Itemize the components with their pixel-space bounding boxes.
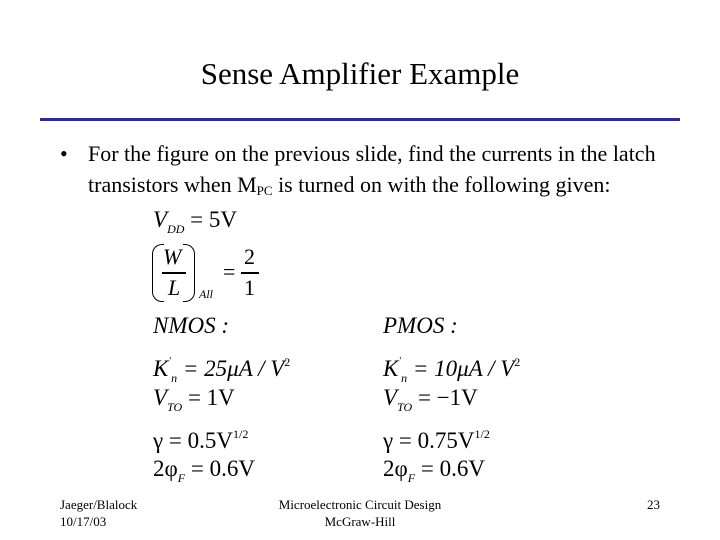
nmos-kn-exp: 2 <box>284 355 291 369</box>
pmos-gamma-equation <box>383 419 490 456</box>
footer-book-title: Microelectronic Circuit Design <box>278 497 442 512</box>
nmos-kn-var: K <box>153 356 169 381</box>
nmos-phi-equation <box>153 454 255 493</box>
bullet-text-part-1: For the figure on the previous slide, find the currents in the latch transistors when M <box>88 141 656 197</box>
vdd-equation <box>153 205 237 244</box>
nmos-gamma-equation <box>153 419 248 456</box>
wl-equals: = <box>223 259 236 284</box>
bullet-subscript: PC <box>256 183 273 198</box>
pmos-vto-var: V <box>383 385 398 410</box>
footer-date: 10/17/03 <box>60 514 107 529</box>
pmos-kn-value: = 10μA / V <box>407 356 515 381</box>
footer-author <box>60 496 137 530</box>
pmos-kn-sub: n <box>401 371 408 385</box>
nmos-kn-prime: ' <box>169 356 172 367</box>
pmos-gamma-exp: 1/2 <box>474 427 490 441</box>
slide-title: Sense Amplifier Example <box>200 56 520 91</box>
nmos-phi-prefix: 2φ <box>153 456 178 481</box>
vdd-sub: DD <box>167 222 185 236</box>
nmos-phi-value: = 0.6V <box>185 456 255 481</box>
pmos-kn-exp: 2 <box>514 355 521 369</box>
nmos-phi-sub: F <box>177 471 186 485</box>
wl-subscript: All <box>199 287 213 301</box>
pmos-vto-sub: TO <box>397 400 413 414</box>
bullet-text <box>88 138 678 206</box>
pmos-kn-prime: ' <box>399 356 402 367</box>
wl-numerator: W <box>163 244 182 269</box>
page-number: 23 <box>647 497 660 512</box>
nmos-vto-var: V <box>153 385 168 410</box>
nmos-kn-value: = 25μA / V <box>177 356 285 381</box>
bullet-marker: • <box>60 141 68 166</box>
ratio-numerator: 2 <box>244 244 255 269</box>
footer-author-name: Jaeger/Blalock <box>60 497 138 512</box>
footer-book <box>240 496 480 530</box>
pmos-heading: PMOS : <box>383 313 458 338</box>
pmos-phi-equation <box>383 454 485 493</box>
nmos-gamma-value: γ = 0.5V <box>153 428 233 453</box>
title-divider <box>40 118 680 121</box>
nmos-kn-sub: n <box>171 371 178 385</box>
nmos-vto-sub: TO <box>167 400 183 414</box>
nmos-heading: NMOS : <box>153 313 230 338</box>
vdd-value: = 5V <box>184 207 237 232</box>
pmos-vto-value: = −1V <box>412 385 478 410</box>
vdd-var: V <box>153 207 168 232</box>
pmos-gamma-value: γ = 0.75V <box>383 428 475 453</box>
ratio-denominator: 1 <box>244 275 255 300</box>
pmos-phi-value: = 0.6V <box>415 456 485 481</box>
footer-publisher: McGraw-Hill <box>324 514 396 529</box>
pmos-phi-prefix: 2φ <box>383 456 408 481</box>
pmos-kn-var: K <box>383 356 399 381</box>
nmos-vto-value: = 1V <box>182 385 235 410</box>
nmos-gamma-exp: 1/2 <box>233 427 249 441</box>
wl-fraction-bar <box>162 272 186 274</box>
wl-denominator: L <box>168 275 181 300</box>
pmos-phi-sub: F <box>407 471 416 485</box>
ratio-fraction-bar <box>241 272 259 274</box>
pmos-vto-equation <box>383 383 478 422</box>
nmos-vto-equation <box>153 383 235 422</box>
bullet-text-part-2: is turned on with the following given: <box>272 172 611 197</box>
